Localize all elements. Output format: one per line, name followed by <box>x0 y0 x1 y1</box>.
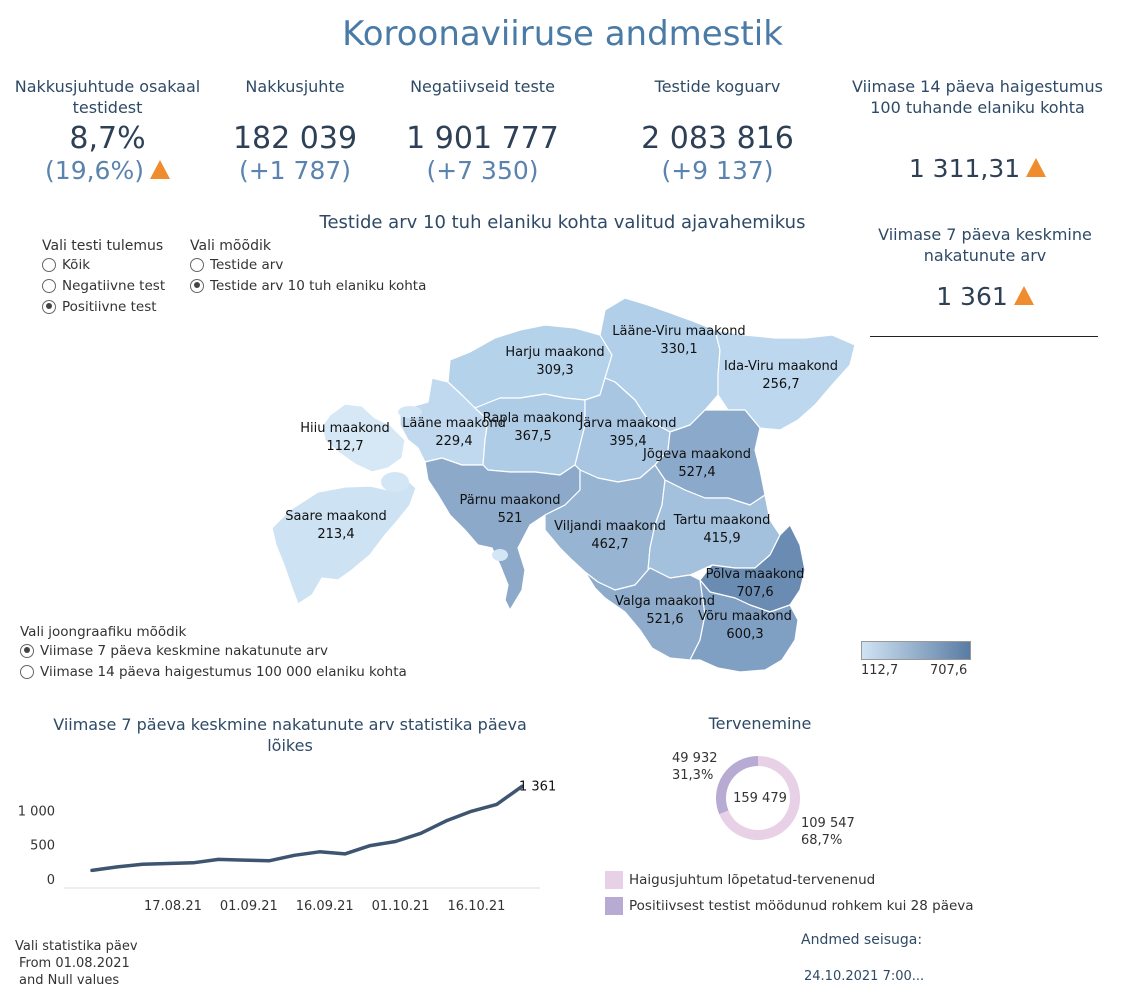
radio-label: Viimase 7 päeva keskmine nakatunute arv <box>40 642 328 659</box>
radio-icon <box>20 665 34 679</box>
county-label-jogeva: Jõgeva maakond 527,4 <box>643 447 751 480</box>
kpi-total-value: 2 083 816 <box>641 121 794 156</box>
page-title: Koroonaviiruse andmestik <box>342 14 783 54</box>
date-filter-null: and Null values <box>19 973 120 988</box>
legend-label: Positiivsest testist möödunud rohkem kui 28 päeva <box>629 898 974 914</box>
county-label-voru: Võru maakond 600,3 <box>698 609 792 642</box>
data-point <box>420 832 422 834</box>
county-label-jarva: Järva maakond 395,4 <box>579 416 677 449</box>
data-point <box>344 853 346 855</box>
kpi-incidence14-value: 1 311,31 <box>908 154 1021 183</box>
radio-avg7[interactable] <box>20 640 407 661</box>
metric-filter-title: Vali mõõdik <box>190 238 271 254</box>
data-point <box>369 844 371 846</box>
county-label-rapla: Rapla maakond 367,5 <box>482 411 584 444</box>
data-as-of-label: Andmed seisuga: <box>801 932 923 948</box>
line-chart <box>0 760 600 920</box>
radio-label: Kõik <box>62 256 91 273</box>
x-tick-label: 16.09.21 <box>295 899 354 914</box>
data-point <box>445 820 447 822</box>
data-point <box>192 862 194 864</box>
legend-max: 707,6 <box>930 663 968 678</box>
legend-label: Haigusjuhtum lõpetatud-tervenenud <box>629 872 876 888</box>
data-point <box>91 869 93 871</box>
kpi-share-delta: (19,6%) <box>45 156 144 185</box>
kpi-cases-delta: (+1 787) <box>238 156 352 185</box>
radio-label: Testide arv <box>210 256 284 273</box>
county-label-laane: Lääne maakond 229,4 <box>402 416 506 449</box>
county-label-harju: Harju maakond 309,3 <box>505 345 605 378</box>
radio-incidence14[interactable] <box>20 661 407 682</box>
kpi-total-label: Testide koguarv <box>654 77 781 96</box>
county-label-tartu: Tartu maakond 415,9 <box>673 513 771 546</box>
county-label-valga: Valga maakond 521,6 <box>615 594 715 627</box>
map-color-legend <box>861 641 971 660</box>
x-tick-label: 16.10.21 <box>447 899 506 914</box>
radio-label: Testide arv 10 tuh elaniku kohta <box>210 277 427 294</box>
kpi-negative-value: 1 901 777 <box>406 121 559 156</box>
data-point <box>217 858 219 860</box>
county-label-ida-viru: Ida-Viru maakond 256,7 <box>723 359 839 392</box>
y-tick-label: 500 <box>30 838 55 854</box>
y-tick-label: 0 <box>46 873 55 888</box>
county-label-saare: Saare maakond 213,4 <box>285 509 387 542</box>
county-label-viljandi: Viljandi maakond 462,7 <box>554 519 666 552</box>
kpi-negative-label: Negatiivseid teste <box>410 77 555 96</box>
data-as-of-value: 24.10.2021 7:00... <box>804 969 925 984</box>
legend-swatch <box>605 897 623 915</box>
legend-swatch <box>605 871 623 889</box>
kpi-share-label: Nakkusjuhtude osakaal testidest <box>14 77 201 117</box>
kpi-total-delta: (+9 137) <box>661 156 774 185</box>
data-point <box>394 840 396 842</box>
date-filter-title: Vali statistika päev <box>15 939 138 954</box>
x-tick-label: 17.08.21 <box>143 899 202 914</box>
island <box>492 549 508 561</box>
legend-min: 112,7 <box>861 663 899 678</box>
data-point <box>167 862 169 864</box>
kpi-incidence14-label: Viimase 14 päeva haigestumus 100 tuhande elaniku kohta <box>852 77 1103 117</box>
legend-item-tervenenud[interactable] <box>605 867 974 893</box>
data-point <box>243 859 245 861</box>
date-filter[interactable] <box>15 938 138 989</box>
kpi-cases-label: Nakkusjuhte <box>245 77 345 96</box>
kpi-avg7-value: 1 361 <box>936 282 1008 311</box>
x-tick-label: 01.10.21 <box>371 899 430 914</box>
donut-title: Tervenemine <box>708 714 812 733</box>
date-filter-from: From 01.08.2021 <box>19 956 130 971</box>
radio-label: Positiivne test <box>62 298 157 315</box>
result-filter-title: Vali testi tulemus <box>42 238 164 254</box>
county-label-laane-viru: Lääne-Viru maakond 330,1 <box>612 324 746 357</box>
legend-item-positiivne[interactable] <box>605 893 974 919</box>
slice-label-positiivne: 49 932 31,3% <box>672 751 718 783</box>
donut-legend <box>605 867 974 919</box>
county-label-polva: Põlva maakond 707,6 <box>705 567 805 600</box>
y-tick-label: 1 000 <box>17 804 55 820</box>
kpi-share-value: 8,7% <box>69 121 146 156</box>
data-point <box>496 803 498 805</box>
kpi-negative-delta: (+7 350) <box>426 156 539 185</box>
county-label-parnu: Pärnu maakond 521 <box>459 493 561 526</box>
kpi-cases-value: 182 039 <box>232 121 358 156</box>
data-point <box>318 851 320 853</box>
x-tick-label: 01.09.21 <box>219 899 278 914</box>
donut-center-label: 159 479 <box>733 791 787 806</box>
kpi-avg7-label: Viimase 7 päeva keskmine nakatunute arv <box>878 225 1092 265</box>
county-label-hiiu: Hiiu maakond 112,7 <box>300 421 390 454</box>
radio-label: Viimase 14 päeva haigestumus 100 000 elaniku kohta <box>40 663 407 680</box>
island <box>381 472 409 492</box>
radio-selected-icon <box>20 644 34 658</box>
line-metric-filter <box>20 624 407 682</box>
line-chart-title: Viimase 7 päeva keskmine nakatunute arv statistika päeva lõikes <box>53 715 527 755</box>
series-line[interactable] <box>92 786 522 870</box>
data-point <box>470 810 472 812</box>
end-value-label: 1 361 <box>519 779 557 795</box>
data-point <box>116 866 118 868</box>
data-point <box>141 863 143 865</box>
line-filter-title: Vali joongraafiku mõõdik <box>20 624 187 640</box>
data-point <box>268 860 270 862</box>
map-title: Testide arv 10 tuh elaniku kohta valitud ajavahemikus <box>319 212 806 233</box>
data-point <box>293 854 295 856</box>
radio-label: Negatiivne test <box>62 277 166 294</box>
slice-label-tervenenud: 109 547 68,7% <box>801 816 855 848</box>
